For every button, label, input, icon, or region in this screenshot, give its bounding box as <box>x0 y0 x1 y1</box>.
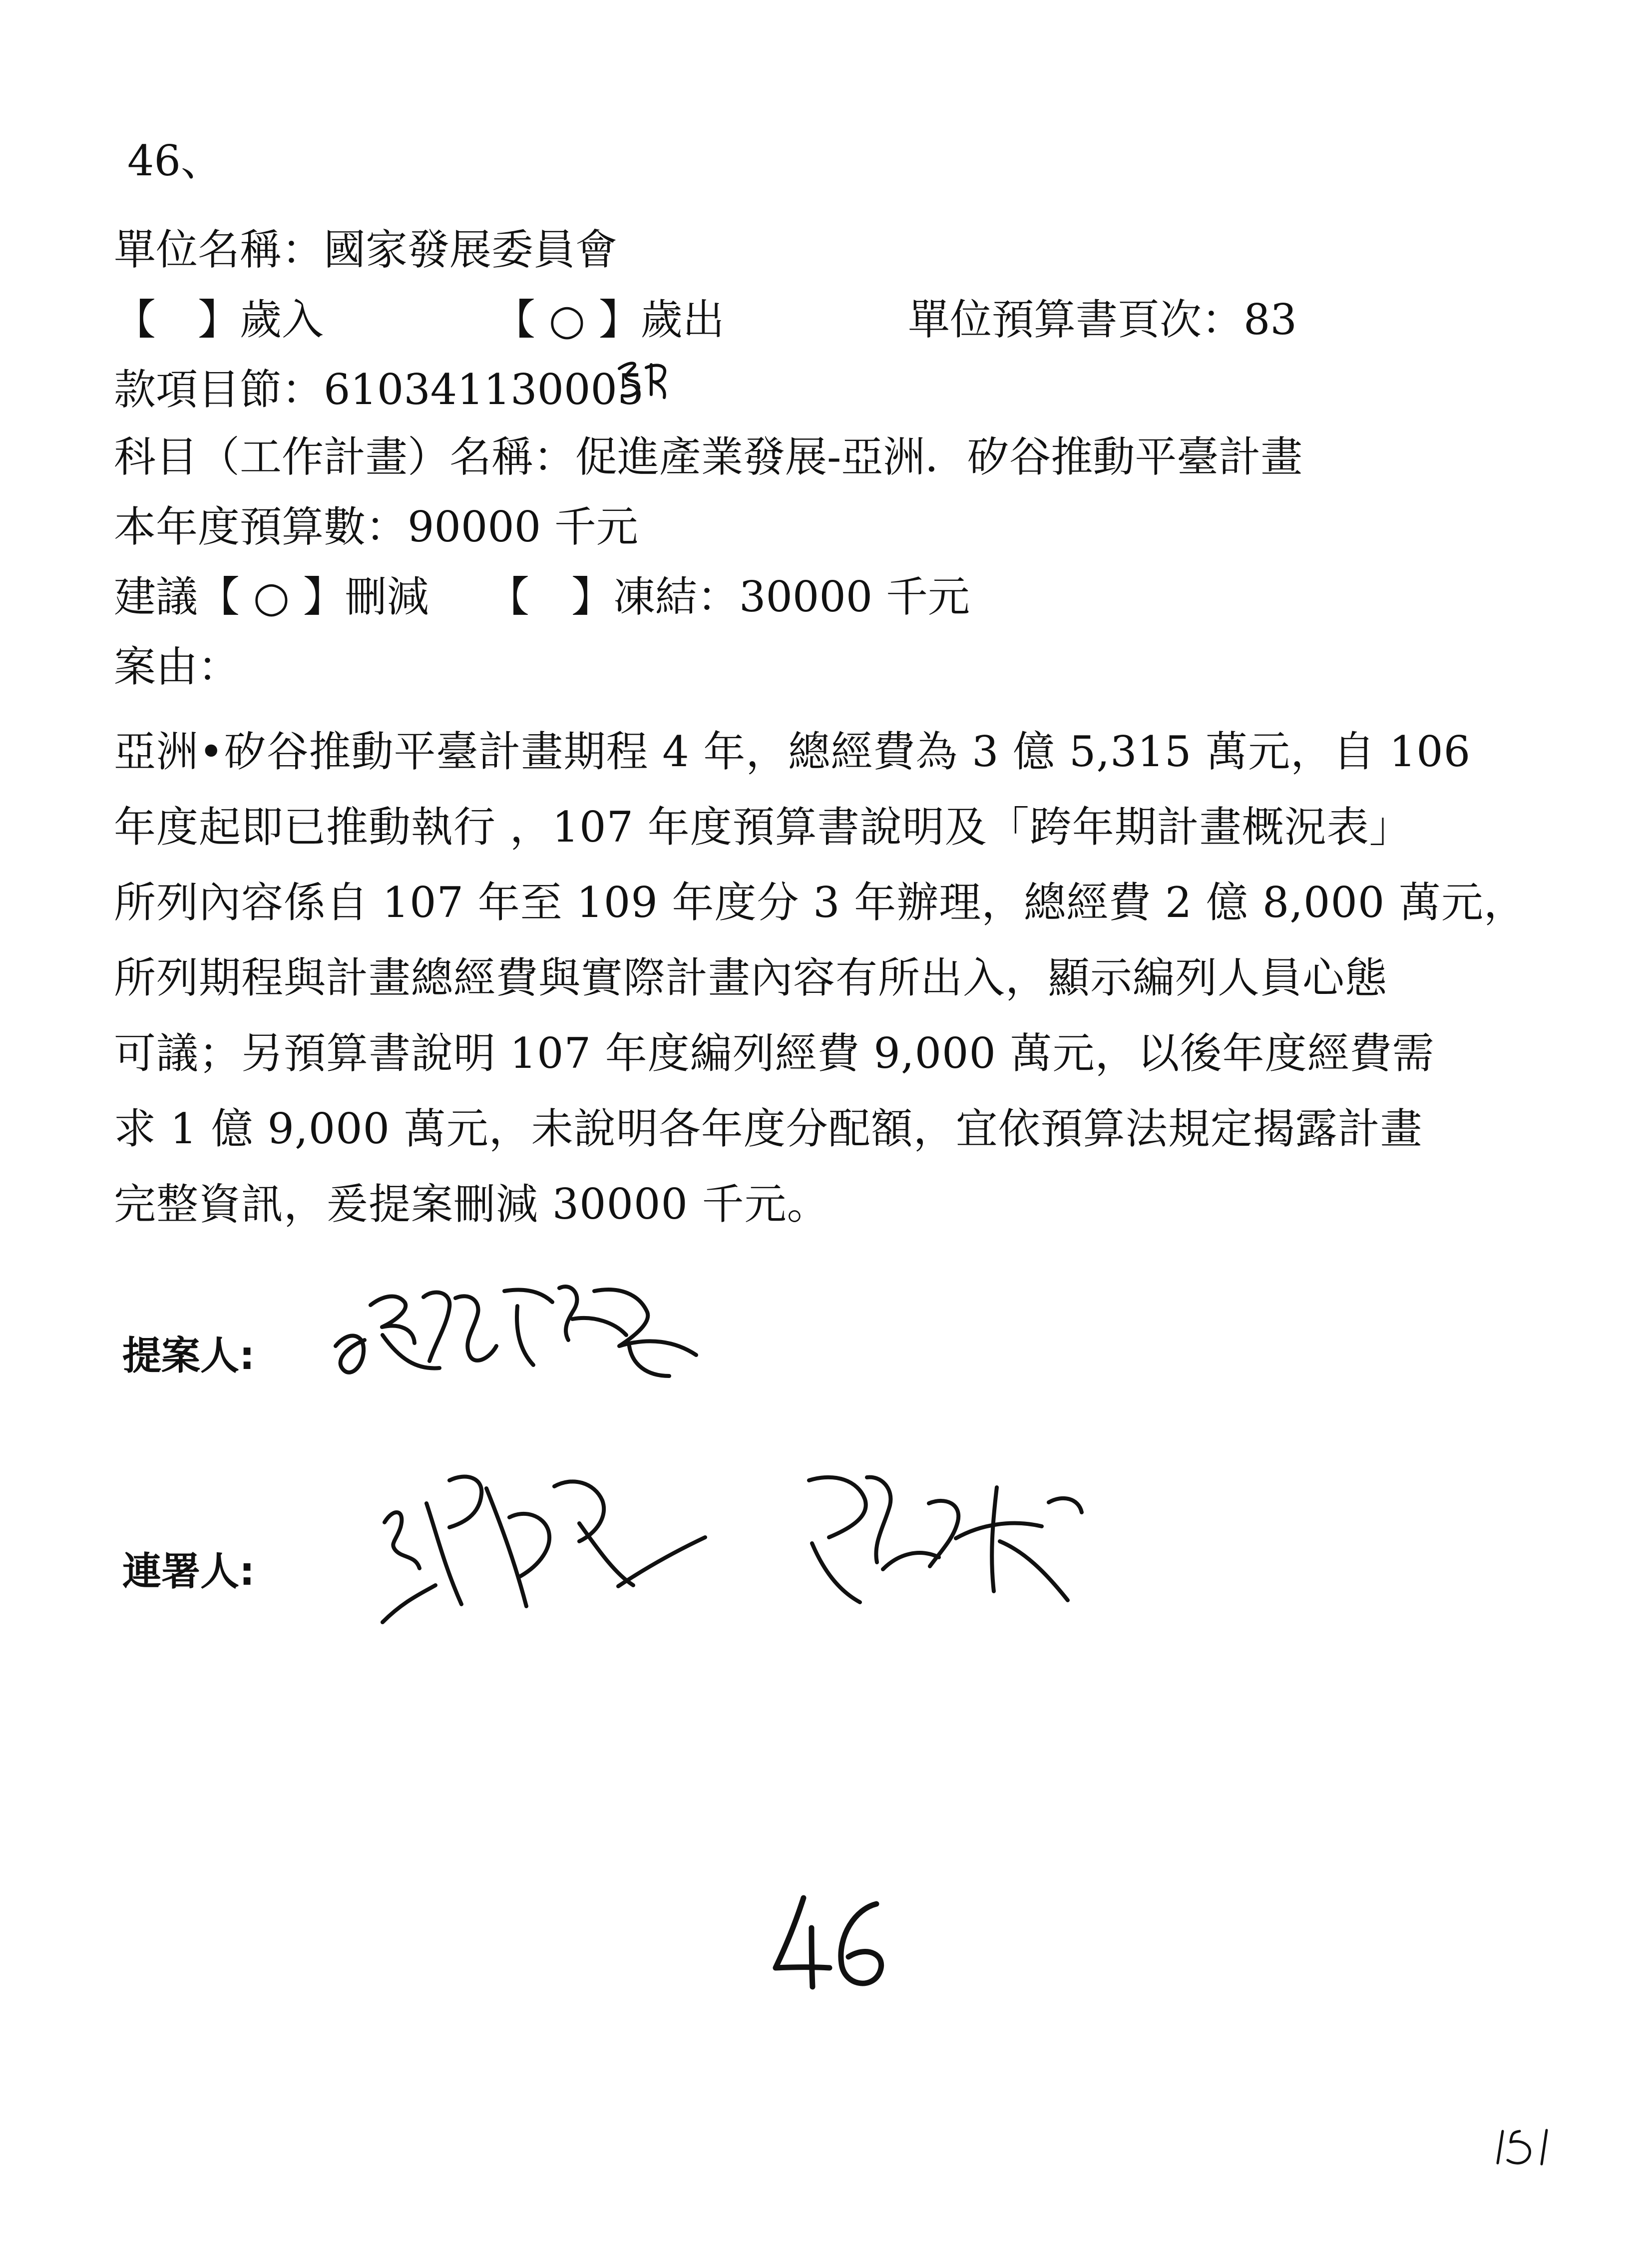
reason-line: 年度起即已推動執行 ，107 年度預算書說明及「跨年期計畫概況表」 <box>114 803 1412 852</box>
account-code-label: 款項目節： <box>114 365 324 414</box>
cut-box: 【 ○ 】刪減 <box>198 572 429 621</box>
unit-name-label: 單位名稱： <box>114 225 324 274</box>
budget-amount-label: 本年度預算數： <box>114 502 408 551</box>
budget-page-value: 83 <box>1243 295 1297 344</box>
item-number: 46、 <box>127 136 223 185</box>
suggestion-label: 建議 <box>114 572 198 621</box>
unit-name-value: 國家發展委員會 <box>324 225 618 274</box>
reason-label: 案由： <box>114 642 240 691</box>
proposer-signature-icon <box>325 1271 714 1401</box>
expenditure-box: 【 ○ 】歲出 <box>493 295 725 344</box>
reason-line: 求 1 億 9,000 萬元，未說明各年度分配額，宜依預算法規定揭露計畫 <box>114 1104 1423 1153</box>
cosigner-label: 連署人: <box>122 1549 255 1594</box>
reason-line: 所列內容係自 107 年至 109 年度分 3 年辦理，總經費 2 億 8,000 萬元， <box>114 878 1527 927</box>
suggestion-line <box>114 572 970 622</box>
freeze-amount: 30000 千元 <box>739 572 970 621</box>
freeze-box: 【 】凍結： <box>487 572 740 621</box>
handwritten-page-number-151 <box>1491 2125 1561 2170</box>
large-handwritten-number-46 <box>762 1893 901 2003</box>
budget-amount-line <box>114 502 638 552</box>
revenue-box: 【 】歲入 <box>114 295 324 344</box>
unit-name-line <box>114 225 617 275</box>
revenue-expenditure-line <box>114 295 1297 345</box>
handwritten-annotation-59 <box>614 359 673 404</box>
subject-value: 促進產業發展-亞洲．矽谷推動平臺計畫 <box>575 433 1303 481</box>
reason-paragraph <box>114 714 1527 1242</box>
reason-line: 所列期程與計畫總經費與實際計畫內容有所出入，顯示編列人員心態 <box>114 953 1388 1002</box>
account-code-line <box>114 365 644 415</box>
reason-line: 可議；另預算書說明 107 年度編列經費 9,000 萬元，以後年度經費需 <box>114 1029 1435 1078</box>
proposer-label: 提案人: <box>122 1334 255 1378</box>
budget-amount-value: 90000 千元 <box>408 502 638 551</box>
budget-page-label: 單位預算書頁次： <box>908 295 1244 344</box>
reason-line: 亞洲•矽谷推動平臺計畫期程 4 年，總經費為 3 億 5,315 萬元，自 106 <box>114 727 1471 776</box>
account-code-value: 610341130005 <box>324 365 644 414</box>
subject-label: 科目（工作計畫）名稱： <box>114 433 576 481</box>
reason-line: 完整資訊，爰提案刪減 30000 千元。 <box>114 1180 829 1229</box>
cosigner-signature-icon <box>345 1463 1179 1668</box>
subject-line <box>114 432 1302 482</box>
